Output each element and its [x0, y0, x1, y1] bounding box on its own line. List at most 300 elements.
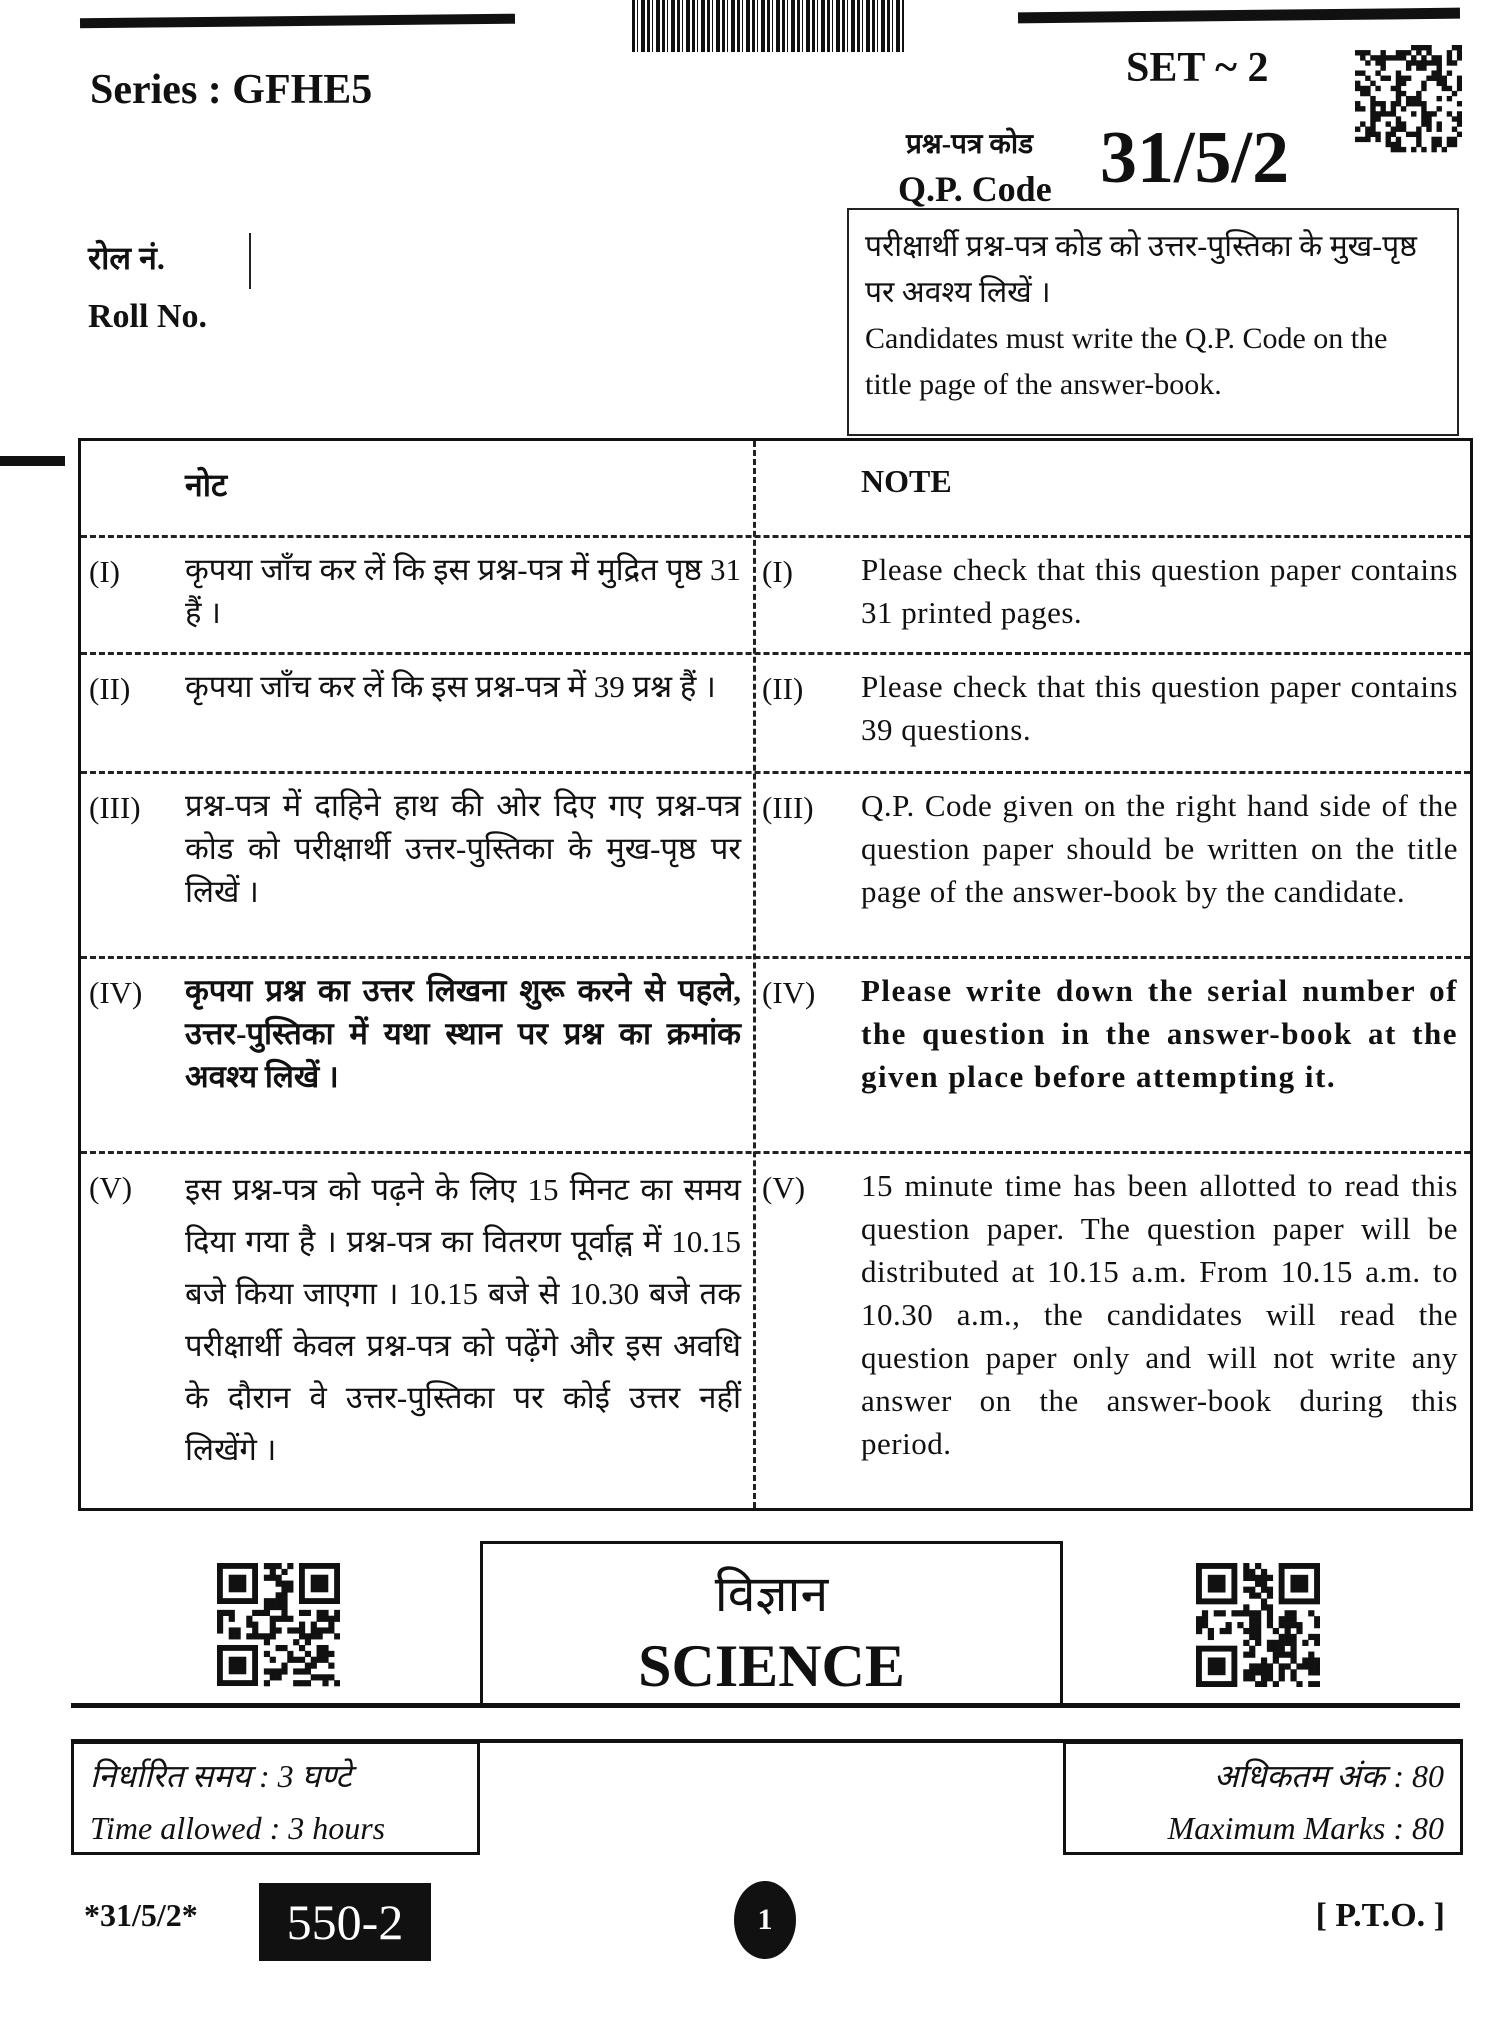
code-module	[1447, 60, 1452, 65]
code-module	[1360, 106, 1365, 111]
code-module	[1296, 1622, 1302, 1628]
code-module	[287, 1627, 293, 1633]
code-module	[1457, 50, 1462, 55]
code-module	[1314, 1622, 1320, 1628]
code-module	[1360, 86, 1365, 91]
code-module	[1220, 1610, 1226, 1616]
code-module	[1447, 111, 1452, 116]
code-module	[1442, 81, 1447, 86]
code-module	[1431, 147, 1436, 152]
code-module	[1285, 1622, 1291, 1628]
table-row	[81, 956, 1470, 1154]
code-module	[1249, 1669, 1255, 1675]
code-module	[1314, 1640, 1320, 1646]
code-module	[1261, 1669, 1267, 1675]
left-margin-rule	[0, 456, 65, 466]
code-module	[1255, 1610, 1261, 1616]
code-module	[311, 1627, 317, 1633]
code-module	[270, 1604, 276, 1610]
code-module	[1452, 60, 1457, 65]
code-module	[1396, 70, 1401, 75]
code-module	[1243, 1587, 1249, 1593]
code-module	[229, 1616, 235, 1622]
code-module	[1290, 1675, 1296, 1681]
code-module	[1308, 1652, 1314, 1658]
code-module	[1249, 1616, 1255, 1622]
code-module	[1249, 1575, 1255, 1581]
notice-english: Candidates must write the Q.P. Code on the title page of the answer-book.	[865, 322, 1388, 401]
code-module	[1243, 1669, 1249, 1675]
code-module	[264, 1680, 270, 1686]
code-module	[328, 1651, 334, 1657]
code-module	[305, 1663, 311, 1669]
code-module	[1243, 1675, 1249, 1681]
code-module	[1431, 111, 1436, 116]
code-module	[1370, 111, 1375, 116]
code-module	[1255, 1593, 1261, 1599]
code-module	[252, 1627, 258, 1633]
code-module	[1214, 1610, 1220, 1616]
code-module	[1442, 147, 1447, 152]
code-module	[1355, 137, 1360, 142]
code-module	[1249, 1610, 1255, 1616]
code-module	[334, 1633, 340, 1639]
code-module	[270, 1575, 276, 1581]
code-module	[305, 1610, 311, 1616]
code-module	[1243, 1628, 1249, 1634]
code-module	[1426, 111, 1431, 116]
series-label: Series : GFHE5	[90, 67, 373, 113]
code-module	[305, 1633, 311, 1639]
code-module	[317, 1633, 323, 1639]
set-label: SET ~ 2	[1126, 45, 1269, 91]
code-module	[1380, 60, 1385, 65]
code-module	[1267, 1616, 1273, 1622]
code-module	[264, 1563, 270, 1569]
code-module	[1360, 50, 1365, 55]
code-module	[1396, 81, 1401, 86]
code-module	[1426, 76, 1431, 81]
code-module	[1437, 81, 1442, 86]
code-module	[1226, 1622, 1232, 1628]
code-module	[1255, 1575, 1261, 1581]
code-module	[1243, 1604, 1249, 1610]
code-module	[1267, 1622, 1273, 1628]
page-number: 1	[734, 1881, 796, 1959]
code-module	[287, 1581, 293, 1587]
code-module	[1360, 70, 1365, 75]
code-module	[1411, 60, 1416, 65]
code-module	[1202, 1622, 1208, 1628]
code-module	[281, 1645, 287, 1651]
code-module	[1375, 70, 1380, 75]
code-module	[1196, 1628, 1202, 1634]
code-module	[1355, 86, 1360, 91]
code-module	[299, 1622, 305, 1628]
code-module	[1421, 147, 1426, 152]
code-module	[1416, 137, 1421, 142]
code-module	[311, 1674, 317, 1680]
code-module	[1401, 91, 1406, 96]
code-module	[287, 1563, 293, 1569]
code-module	[217, 1622, 223, 1628]
code-module	[1279, 1663, 1285, 1669]
code-module	[1426, 121, 1431, 126]
code-module	[1370, 55, 1375, 60]
code-module	[1396, 55, 1401, 60]
code-module	[1243, 1563, 1249, 1569]
code-module	[1437, 127, 1442, 132]
row-number: (V)	[89, 1170, 133, 1205]
code-module	[264, 1575, 270, 1581]
code-module	[293, 1657, 299, 1663]
code-module	[281, 1581, 287, 1587]
code-module	[1411, 132, 1416, 137]
code-module	[1290, 1610, 1296, 1616]
note-hindi: प्रश्न-पत्र में दाहिने हाथ की ओर दिए गए प्रश्न-पत्र कोड को परीक्षार्थी उत्तर-पुस्तिका के मुख-पृष्ठ पर लिखें ।	[185, 788, 741, 909]
code-module	[264, 1651, 270, 1657]
code-module	[1386, 111, 1391, 116]
code-module	[270, 1674, 276, 1680]
code-module	[281, 1598, 287, 1604]
code-module	[328, 1622, 334, 1628]
max-marks-box	[1063, 1741, 1463, 1855]
code-module	[258, 1633, 264, 1639]
code-module	[1452, 45, 1457, 50]
code-module	[334, 1610, 340, 1616]
code-module	[1355, 81, 1360, 86]
code-module	[1255, 1616, 1261, 1622]
code-module	[1370, 106, 1375, 111]
code-module	[311, 1622, 317, 1628]
code-module	[299, 1627, 305, 1633]
code-module	[1457, 55, 1462, 60]
code-module	[1249, 1628, 1255, 1634]
code-module	[229, 1627, 235, 1633]
code-module	[1226, 1628, 1232, 1634]
code-module	[1249, 1569, 1255, 1575]
code-module	[293, 1639, 299, 1645]
qp-code-value: 31/5/2	[1100, 117, 1290, 199]
code-module	[1396, 121, 1401, 126]
code-module	[1411, 96, 1416, 101]
code-module	[1452, 137, 1457, 142]
finder-pattern	[229, 1657, 247, 1675]
code-module	[1431, 55, 1436, 60]
code-module	[1355, 101, 1360, 106]
code-module	[1411, 111, 1416, 116]
code-module	[1365, 91, 1370, 96]
code-module	[322, 1651, 328, 1657]
code-module	[1437, 65, 1442, 70]
code-module	[1380, 76, 1385, 81]
code-module	[1255, 1634, 1261, 1640]
code-module	[1296, 1628, 1302, 1634]
note-hindi: कृपया प्रश्न का उत्तर लिखना शुरू करने से पहले, उत्तर-पुस्तिका में यथा स्थान पर प्रश्न का क्रमांक अवश्य लिखें ।	[185, 973, 741, 1094]
code-module	[1406, 76, 1411, 81]
row-number: (III)	[89, 790, 141, 825]
code-module	[1314, 1616, 1320, 1622]
code-module	[1267, 1640, 1273, 1646]
code-module	[1380, 106, 1385, 111]
code-module	[1457, 86, 1462, 91]
code-module	[1447, 50, 1452, 55]
code-module	[322, 1680, 328, 1686]
code-module	[1421, 60, 1426, 65]
code-module	[1401, 55, 1406, 60]
table-row	[81, 1151, 1470, 1508]
code-module	[1267, 1646, 1273, 1652]
code-module	[276, 1674, 282, 1680]
code-module	[1255, 1669, 1261, 1675]
code-module	[264, 1668, 270, 1674]
code-module	[1406, 96, 1411, 101]
code-module	[1431, 142, 1436, 147]
code-module	[1308, 1634, 1314, 1640]
code-module	[1442, 86, 1447, 91]
code-module	[1447, 86, 1452, 91]
code-module	[1386, 121, 1391, 126]
code-module	[1243, 1569, 1249, 1575]
code-module	[1426, 127, 1431, 132]
note-english: Please check that this question paper contains 39 questions.	[861, 669, 1458, 747]
row-number: (V)	[762, 1170, 806, 1205]
code-module	[276, 1581, 282, 1587]
code-module	[1296, 1681, 1302, 1687]
code-module	[1249, 1587, 1255, 1593]
code-module	[1290, 1622, 1296, 1628]
code-module	[287, 1657, 293, 1663]
code-module	[1290, 1640, 1296, 1646]
code-module	[1267, 1610, 1273, 1616]
code-module	[1314, 1663, 1320, 1669]
code-module	[1437, 60, 1442, 65]
code-module	[1457, 101, 1462, 106]
code-module	[276, 1575, 282, 1581]
finder-pattern	[1208, 1657, 1226, 1675]
code-module	[317, 1645, 323, 1651]
code-module	[1401, 121, 1406, 126]
code-module	[1314, 1657, 1320, 1663]
code-module	[1302, 1663, 1308, 1669]
code-module	[1255, 1640, 1261, 1646]
code-module	[1431, 60, 1436, 65]
code-module	[1437, 55, 1442, 60]
code-module	[1267, 1663, 1273, 1669]
code-module	[1391, 55, 1396, 60]
code-module	[1202, 1616, 1208, 1622]
code-module	[1437, 70, 1442, 75]
code-module	[1437, 142, 1442, 147]
code-module	[311, 1633, 317, 1639]
code-module	[328, 1674, 334, 1680]
code-module	[235, 1627, 241, 1633]
code-module	[1391, 132, 1396, 137]
code-module	[270, 1569, 276, 1575]
code-module	[1365, 137, 1370, 142]
code-module	[1261, 1657, 1267, 1663]
code-module	[322, 1657, 328, 1663]
code-module	[1386, 137, 1391, 142]
code-module	[1375, 116, 1380, 121]
code-module	[287, 1616, 293, 1622]
code-module	[299, 1657, 305, 1663]
code-module	[299, 1610, 305, 1616]
code-module	[270, 1633, 276, 1639]
code-module	[305, 1639, 311, 1645]
code-module	[217, 1627, 223, 1633]
code-module	[1437, 121, 1442, 126]
code-module	[1396, 101, 1401, 106]
code-module	[1401, 81, 1406, 86]
code-module	[1196, 1616, 1202, 1622]
code-module	[1255, 1622, 1261, 1628]
code-module	[1396, 137, 1401, 142]
code-module	[299, 1668, 305, 1674]
code-module	[1401, 76, 1406, 81]
qr-code-right	[1196, 1563, 1320, 1687]
code-module	[1360, 55, 1365, 60]
code-module	[270, 1668, 276, 1674]
code-module	[1302, 1640, 1308, 1646]
code-module	[1375, 111, 1380, 116]
code-module	[1426, 45, 1431, 50]
code-module	[1273, 1657, 1279, 1663]
marks-english: Maximum Marks : 80	[1167, 1810, 1444, 1846]
code-module	[1285, 1616, 1291, 1622]
code-module	[305, 1651, 311, 1657]
code-module	[1396, 142, 1401, 147]
barcode	[632, 0, 904, 52]
code-module	[1386, 55, 1391, 60]
code-module	[328, 1663, 334, 1669]
code-module	[322, 1645, 328, 1651]
code-module	[276, 1668, 282, 1674]
code-module	[246, 1622, 252, 1628]
code-module	[246, 1633, 252, 1639]
finder-pattern	[1290, 1575, 1308, 1593]
code-module	[1375, 86, 1380, 91]
code-module	[1279, 1616, 1285, 1622]
code-module	[1380, 50, 1385, 55]
code-module	[1255, 1581, 1261, 1587]
code-module	[1370, 116, 1375, 121]
row-number: (III)	[762, 790, 814, 825]
pto-label: [ P.T.O. ]	[1315, 1897, 1445, 1934]
code-module	[1267, 1587, 1273, 1593]
code-module	[1380, 55, 1385, 60]
code-module	[1261, 1675, 1267, 1681]
code-module	[1267, 1669, 1273, 1675]
code-module	[281, 1586, 287, 1592]
code-module	[1437, 106, 1442, 111]
code-module	[1437, 137, 1442, 142]
code-module	[1416, 96, 1421, 101]
code-module	[270, 1616, 276, 1622]
subject-box	[480, 1541, 1063, 1707]
note-english: 15 minute time has been allotted to read this question paper. The question paper will be distributed at 10.15 a.m. From 10.15 a.m. to 10.30 a.m., the candidates will read the question paper only and will not write any answer on the answer-book during this period.	[861, 1168, 1458, 1461]
code-module	[1290, 1634, 1296, 1640]
code-module	[1249, 1593, 1255, 1599]
code-module	[1285, 1652, 1291, 1658]
note-english: Please write down the serial number of the question in the answer-book at the given place before attempting it.	[861, 973, 1458, 1094]
code-module	[1421, 111, 1426, 116]
code-module	[1457, 132, 1462, 137]
code-module	[270, 1563, 276, 1569]
code-module	[1279, 1652, 1285, 1658]
code-module	[1360, 121, 1365, 126]
code-module	[1396, 86, 1401, 91]
code-module	[1273, 1652, 1279, 1658]
code-module	[229, 1633, 235, 1639]
code-module	[1285, 1640, 1291, 1646]
code-module	[1355, 127, 1360, 132]
note-hindi: कृपया जाँच कर लें कि इस प्रश्न-पत्र में मुद्रित पृष्ठ 31 हैं ।	[185, 552, 741, 630]
code-module	[1411, 101, 1416, 106]
code-module	[1452, 116, 1457, 121]
code-module	[1447, 137, 1452, 142]
code-module	[1237, 1622, 1243, 1628]
code-module	[1231, 1610, 1237, 1616]
code-module	[281, 1668, 287, 1674]
code-module	[1355, 106, 1360, 111]
code-module	[1285, 1634, 1291, 1640]
code-module	[1416, 101, 1421, 106]
header-note-hindi: नोट	[185, 467, 228, 503]
notice-hindi: परीक्षार्थी प्रश्न-पत्र कोड को उत्तर-पुस्तिका के मुख-पृष्ठ पर अवश्य लिखें ।	[865, 230, 1417, 309]
footer-code-box: 550-2	[259, 1883, 431, 1961]
code-module	[1391, 106, 1396, 111]
roll-number-field[interactable]	[249, 233, 251, 289]
code-module	[1411, 45, 1416, 50]
code-module	[1416, 50, 1421, 55]
code-module	[299, 1645, 305, 1651]
code-module	[1249, 1646, 1255, 1652]
code-module	[281, 1616, 287, 1622]
code-module	[1396, 127, 1401, 132]
code-module	[1421, 101, 1426, 106]
code-module	[1416, 60, 1421, 65]
code-module	[1273, 1646, 1279, 1652]
code-module	[1375, 55, 1380, 60]
code-module	[1279, 1646, 1285, 1652]
code-module	[293, 1668, 299, 1674]
code-module	[1396, 91, 1401, 96]
code-module	[1208, 1628, 1214, 1634]
code-module	[1273, 1681, 1279, 1687]
code-module	[1261, 1663, 1267, 1669]
code-module	[276, 1627, 282, 1633]
code-module	[1308, 1663, 1314, 1669]
code-module	[1416, 132, 1421, 137]
finder-pattern	[1208, 1575, 1226, 1593]
code-module	[1290, 1669, 1296, 1675]
code-module	[1452, 127, 1457, 132]
code-module	[322, 1627, 328, 1633]
datamatrix-code	[1355, 45, 1462, 153]
code-module	[1243, 1575, 1249, 1581]
code-module	[1406, 65, 1411, 70]
code-module	[246, 1616, 252, 1622]
code-module	[1370, 81, 1375, 86]
code-module	[1396, 50, 1401, 55]
code-module	[311, 1657, 317, 1663]
roll-label-hindi: रोल नं.	[88, 240, 165, 276]
code-module	[1290, 1646, 1296, 1652]
code-module	[1261, 1569, 1267, 1575]
code-module	[1285, 1628, 1291, 1634]
marks-hindi: अधिकतम अंक : 80	[1213, 1758, 1444, 1794]
